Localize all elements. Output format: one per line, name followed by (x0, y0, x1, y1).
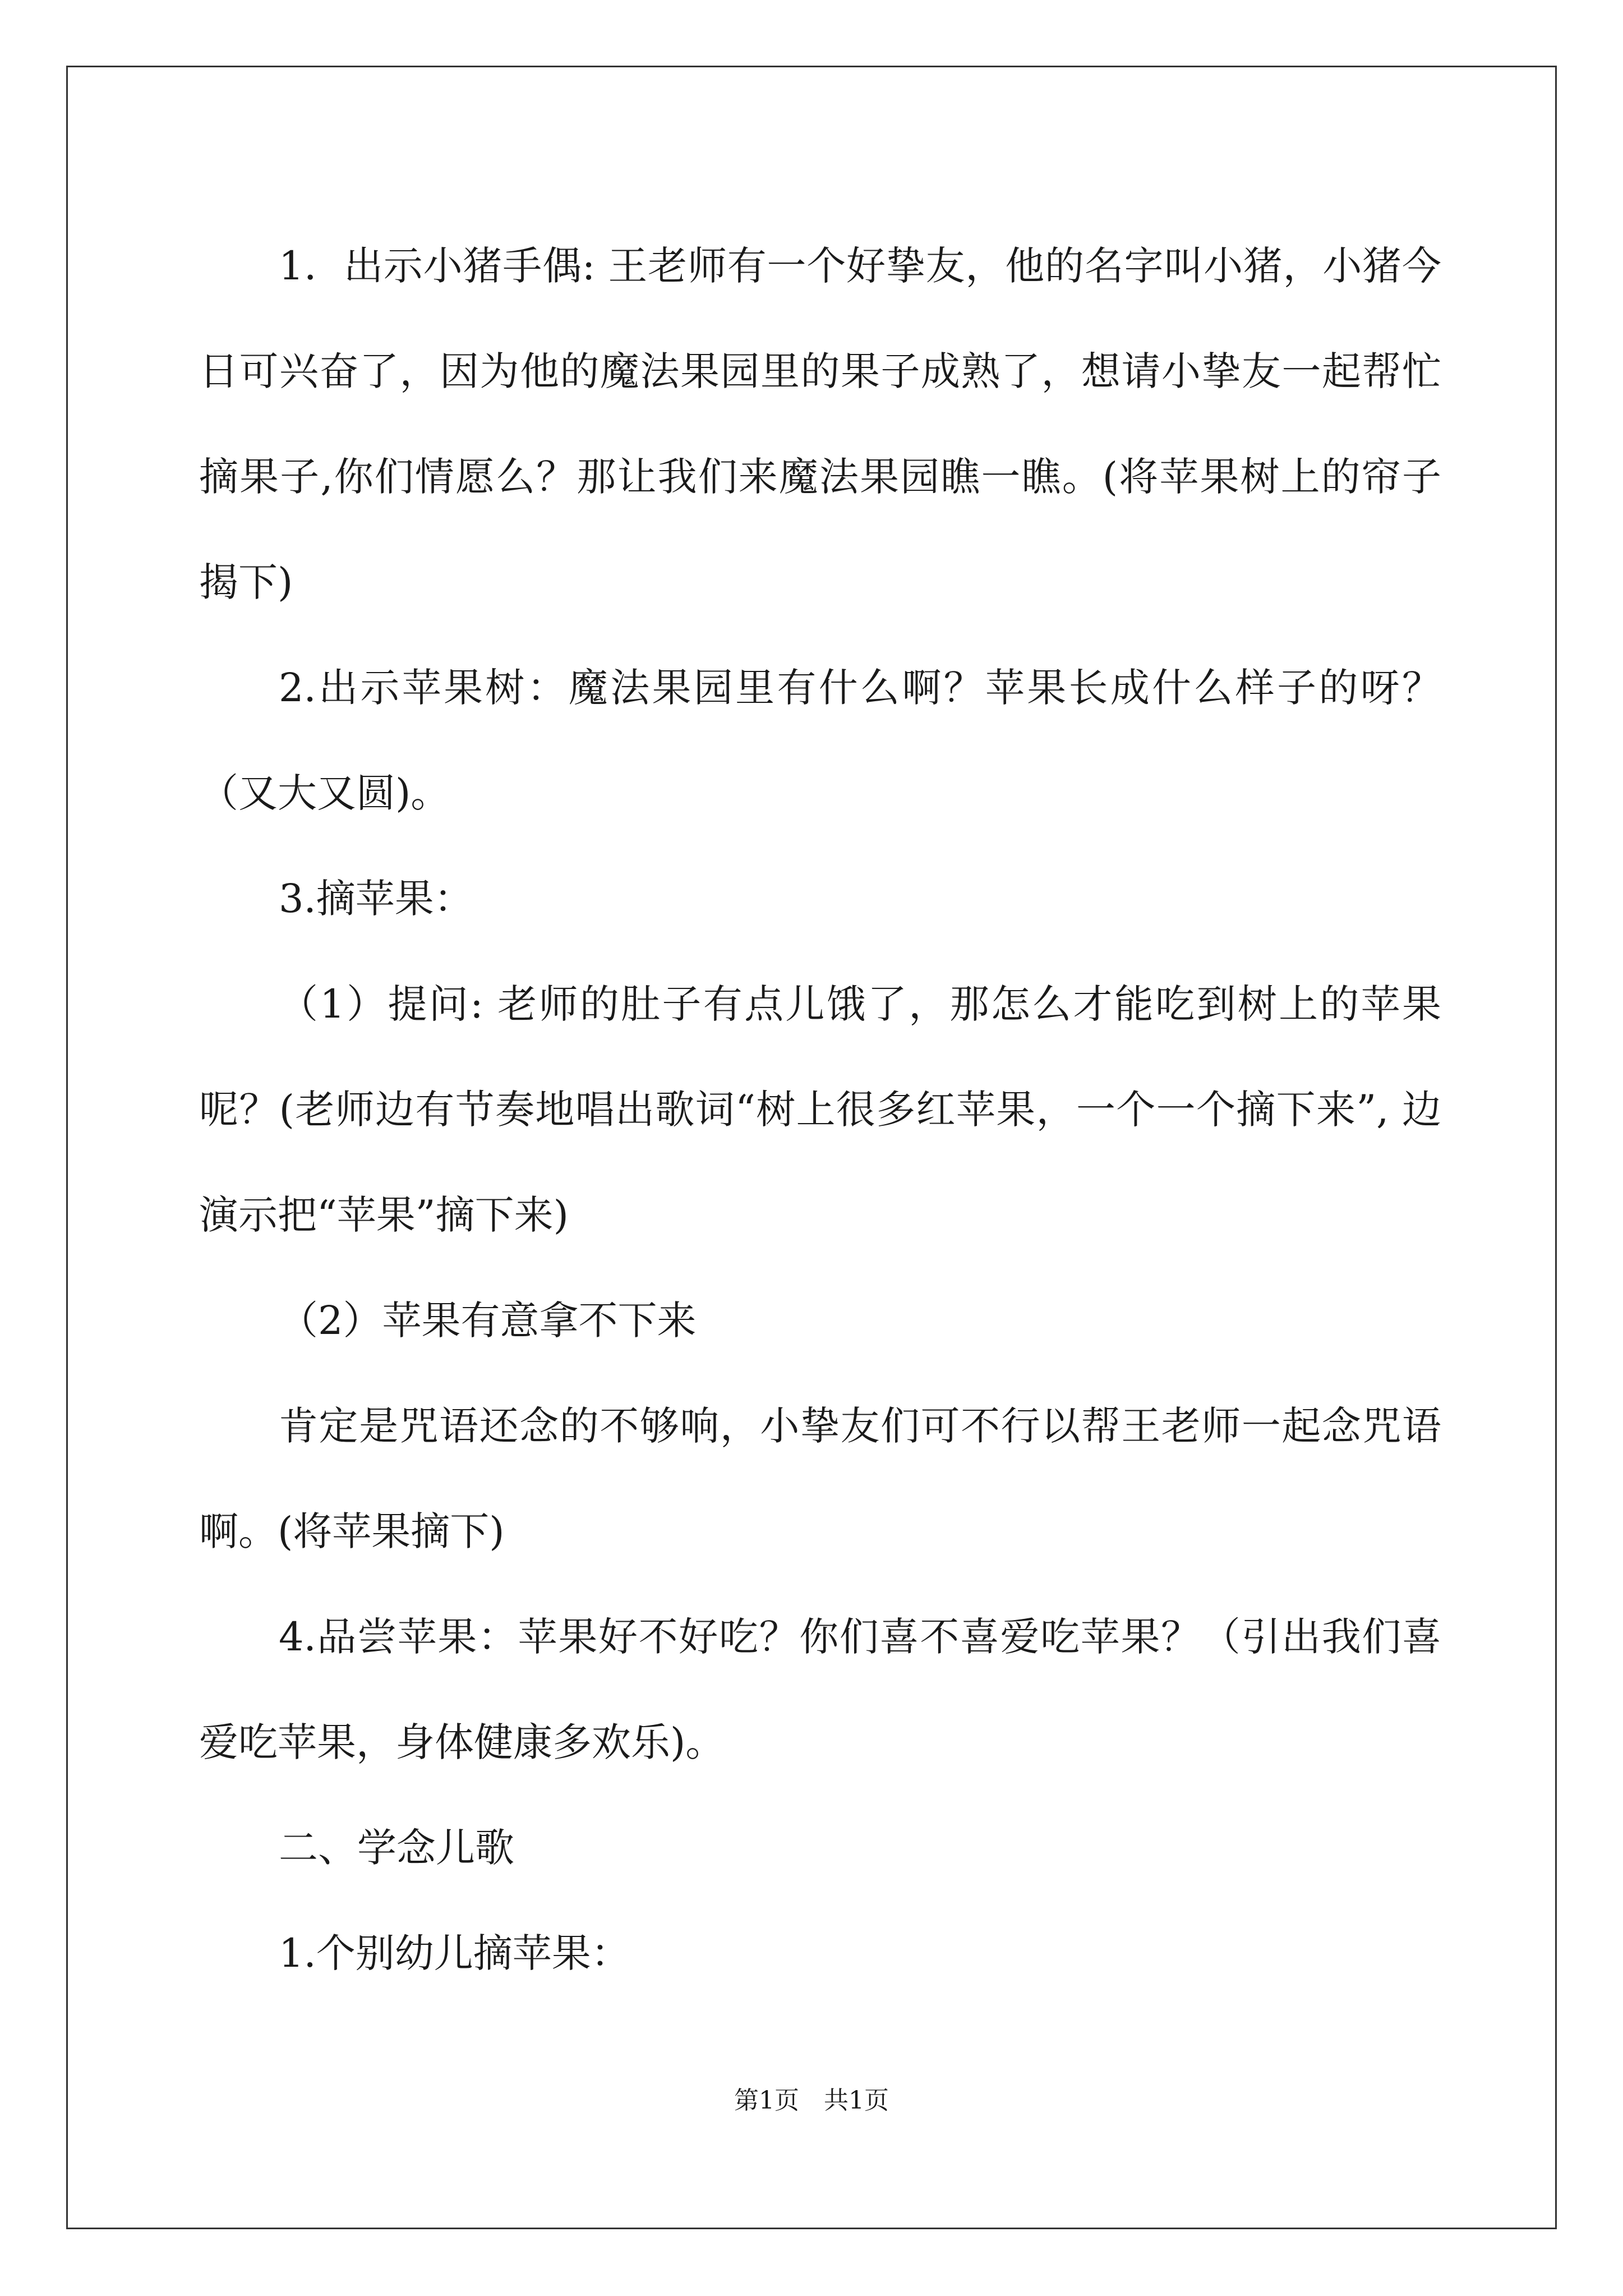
paragraph-8: 1.个别幼儿摘苹果： (279, 1930, 630, 1976)
document-body (199, 213, 1441, 2006)
paragraph-3: 3.摘苹果： (279, 876, 473, 922)
paragraph-4: （1）提问: 老师的肚子有点儿饿了，那怎么才能吃到树上的苹果呢？(老师边有节奏地唱出歌词“树上很多红苹果，一个一个摘下来”, 边演示把“苹果”摘下来) (199, 981, 1441, 1238)
paragraph-6: 肯定是咒语还念的不够响，小挚友们可不行以帮王老师一起念咒语啊。(将苹果摘下) (199, 1403, 1441, 1554)
paragraph-1: 1．出示小猪手偶: 王老师有一个好挚友，他的名字叫小猪，小猪今日可兴奋了，因为他的魔法果园里的果子成熟了，想请小挚友一起帮忙摘果子,你们情愿么？那让我们来魔法果园瞧一瞧。(将苹果树上的帘子揭下) (199, 243, 1441, 605)
paragraph-2: 2.出示苹果树：魔法果园里有什么啊？苹果长成什么样子的呀？（又大又圆)。 (199, 665, 1441, 816)
page-number: 第1页 共1页 (734, 2086, 889, 2115)
section-heading: 二、学念儿歌 (279, 1825, 514, 1871)
paragraph-7: 4.品尝苹果：苹果好不好吃？你们喜不喜爱吃苹果？（引出我们喜爱吃苹果，身体健康多欢乐)。 (199, 1614, 1441, 1765)
paragraph-5: （2）苹果有意拿不下来 (279, 1297, 697, 1343)
